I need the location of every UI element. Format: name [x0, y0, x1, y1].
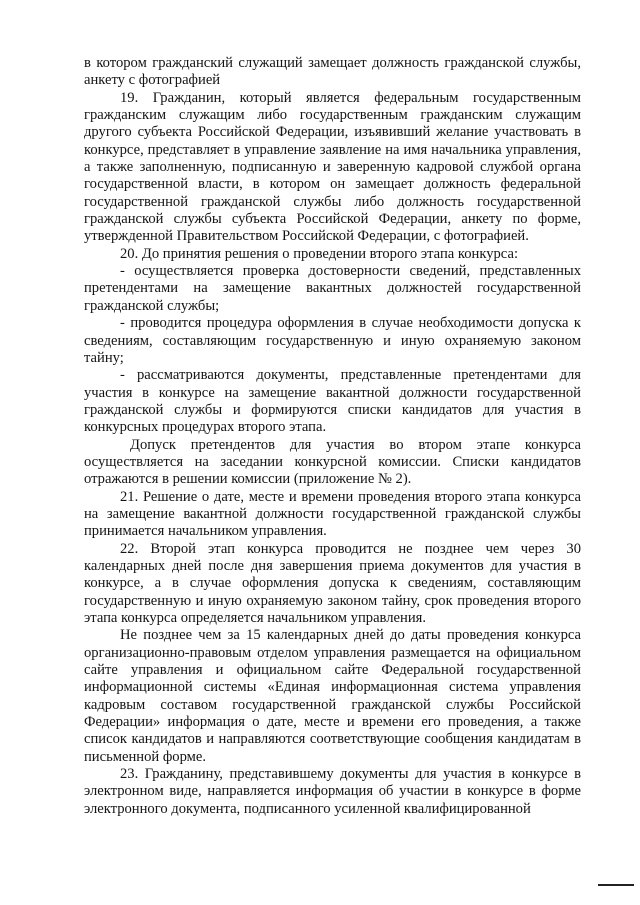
- paragraph-23: 23. Гражданину, представившему документы для участия в конкурсе в электронном виде, направляется информация об участии в конкурсе в форме электронного документа, подписанного усиленной квалифицированной: [84, 766, 581, 817]
- document-body: [84, 55, 581, 818]
- list-item-clearance: - проводится процедура оформления в случае необходимости допуска к сведениям, составляющим государственную и иную охраняемую законом тайну;: [84, 315, 581, 366]
- paragraph-22: 22. Второй этап конкурса проводится не позднее чем через 30 календарных дней после дня завершения приема документов для участия в конкурсе, а в случае оформления допуска к сведениям, составляющим государственную и иную охраняемую законом тайну, срок проведения второго этапа конкурса определяется начальником управления.: [84, 540, 581, 626]
- paragraph-20: 20. До принятия решения о проведении второго этапа конкурса:: [120, 245, 518, 262]
- scan-edge-mark: [598, 884, 634, 886]
- paragraph-19: 19. Гражданин, который является федеральным государственным гражданским служащим либо государственным гражданским служащим другого субъекта Российской Федерации, изъявивший желание участвовать в конкурсе, представляет в управление заявление на имя начальника управления, а также заполненную, подписанную и заверенную кадровой службой органа государственной власти, в котором он замещает должность федеральной государственной гражданской службы либо должность государственной гражданской службы субъекта Российской Федерации, анкету по форме, утвержденной Правительством Российской Федерации, с фотографией.: [84, 89, 581, 245]
- list-item-review: - рассматриваются документы, представленные претендентами для участия в конкурсе на замещение вакантной должности государственной гражданской службы и формируются списки кандидатов для участия в конкурсных процедурах второго этапа.: [84, 367, 581, 436]
- paragraph-publication: Не позднее чем за 15 календарных дней до даты проведения конкурса организационно-правовым отделом управления размещается на официальном сайте управления и официальном сайте Федеральной государственной информационной системы «Единая информационная система управления кадровым составом государственной гражданской службы Российской Федерации» информация о дате, месте и времени его проведения, а также список кандидатов и направляются соответствующие сообщения кандидатам в письменной форме.: [84, 627, 581, 765]
- list-item-verification: - осуществляется проверка достоверности сведений, представленных претендентами на замещение вакантных должностей государственной гражданской службы;: [84, 263, 581, 314]
- paragraph-admission: Допуск претендентов для участия во втором этапе конкурса осуществляется на заседании конкурсной комиссии. Списки кандидатов отражаются в решении комиссии (приложение № 2).: [84, 436, 581, 488]
- paragraph-continuation: в котором гражданский служащий замещает должность гражданской службы, анкету с фотографией: [84, 55, 581, 89]
- paragraph-21: 21. Решение о дате, месте и времени проведения второго этапа конкурса на замещение вакантной должности государственной гражданской службы принимается начальником управления.: [84, 488, 581, 540]
